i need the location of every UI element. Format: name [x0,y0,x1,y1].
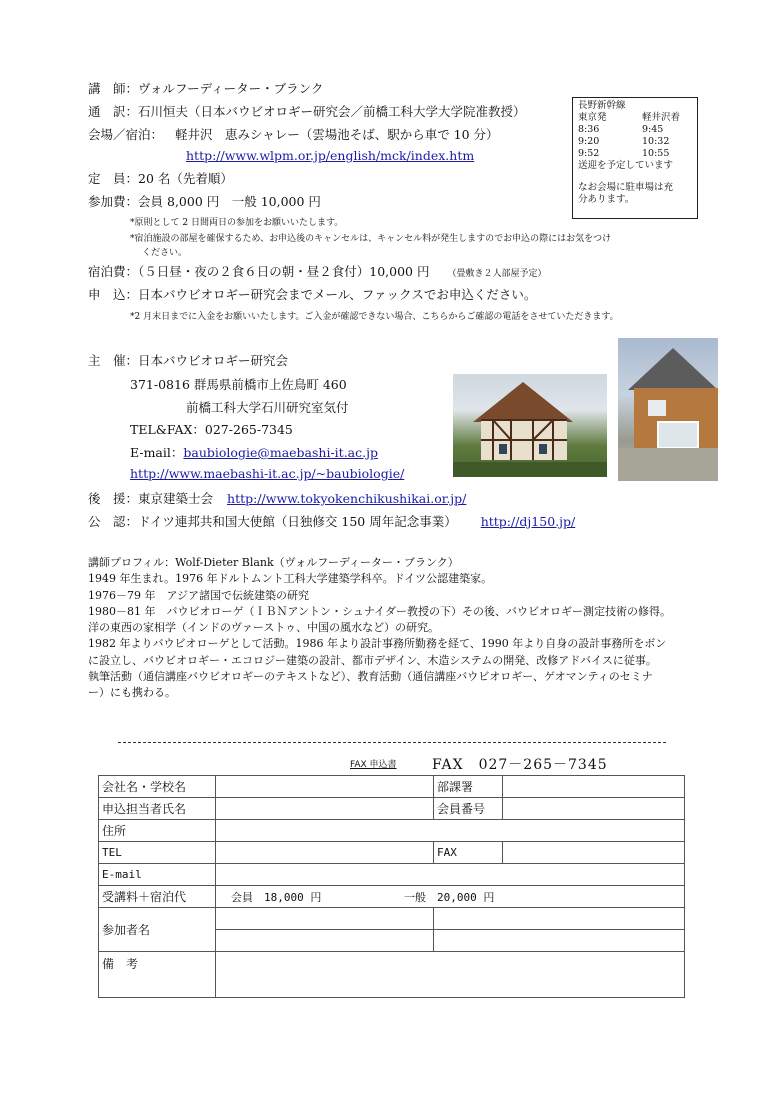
train-col-depart: 東京発 [578,112,607,123]
lecturer-profile [88,555,671,702]
apply-note: *2 月末日までに入金をお願いいたします。ご入金が確認できない場合、こちらからご確認の電話をさせていただきます。 [130,312,619,322]
profile-line: 1982 年よりバウビオローゲとして活動。1986 年より設計事務所勤務を経て、1990 年より自身の設計事務所をボン [88,637,667,651]
support-label: 後 援： [88,491,139,506]
profile-line: 執筆活動（通信講座バウビオロギーのテキストなど）、教育活動（通信講座バウビオロギー、ゲオマンティのセミナ [88,670,653,684]
company-label: 会社名・学校名 [99,776,216,798]
applicant-label: 申込担当者氏名 [99,798,216,820]
approval-url-link[interactable]: http://dj150.jp/ [480,514,576,529]
train-schedule-box [572,97,698,219]
participant-input[interactable] [434,930,685,952]
organizer-name: 日本バウビオロギー研究会 [138,353,289,368]
email-label: E-mail： [130,445,184,460]
fee-note-2: *宿泊施設の部屋を確保するため、お申込後のキャンセルは、キャンセル料が発生しますのでお申込の際にはお気をつけ [130,234,612,244]
support-name: 東京建築士会 [138,491,214,506]
train-depart-time: 8:36 [578,124,600,135]
house-illustration [618,338,718,481]
interpreter-line [88,102,526,120]
email-label: E-mail [99,864,216,886]
lecturer-label: 講 師： [88,81,139,96]
profile-line: 1976－79 年 アジア諸国で伝統建築の研究 [88,588,310,602]
profile-line: ー）にも携わる。 [88,686,176,700]
department-label: 部課署 [434,776,503,798]
fax-input[interactable] [503,842,685,864]
approval-line [88,512,575,530]
organizer-address: 371-0816 群馬県前橋市上佐鳥町 460 [130,377,347,392]
parking-note-1: なお会場に駐車場は充 [578,182,674,193]
member-no-input[interactable] [503,798,685,820]
organizer-line [88,351,288,369]
capacity-value: 20 名（先着順） [138,171,233,186]
fee-label: 受講料＋宿泊代 [99,886,216,908]
application-form-table [98,775,685,998]
member-fee-option[interactable]: 会員 18,000 円 [231,890,322,904]
apply-line [88,285,536,303]
profile-line: 講師プロフィル：Wolf-Dieter Blank（ヴォルフーディーター・ブランク） [88,556,459,569]
organizer-url-link[interactable]: http://www.maebashi-it.ac.jp/~baubiologie/ [130,466,405,481]
train-row [578,136,692,148]
lodging-line [88,262,546,280]
lecturer-name: ヴォルフーディーター・ブランク [138,81,324,96]
train-col-arrive: 軽井沢着 [642,112,681,123]
venue-label: 会場／宿泊： [88,127,164,142]
train-arrive-time: 9:45 [642,124,664,135]
train-title: 長野新幹線 [578,100,626,111]
capacity-line [88,169,233,187]
tel-input[interactable] [216,842,434,864]
support-line [88,489,466,507]
train-note: 送迎を予定しています [578,160,674,171]
fee-options [216,886,685,908]
apply-label: 申 込： [88,287,139,302]
venue-name: 軽井沢 恵みシャレー（雲場池そば、駅から車で 10 分） [174,127,499,142]
profile-line: 1980－81 年 バウビオローゲ（ＩＢＮアントン・シュナイダー教授の下）その後、バウビオロギー測定技術の修得。 [88,604,672,618]
profile-line: 1949 年生まれ。1976 年ドルトムント工科大学建築学科卒。ドイツ公認建築家。 [88,572,493,586]
organizer-label: 主 催： [88,353,139,368]
support-url-link[interactable]: http://www.tokyokenchikushikai.or.jp/ [227,491,467,506]
address-input[interactable] [216,820,685,842]
fee-label: 参加費： [88,194,139,209]
applicant-input[interactable] [216,798,434,820]
modern-house-photo [618,338,718,481]
organizer-email-link[interactable]: baubiologie@maebashi-it.ac.jp [183,445,378,460]
train-arrive-time: 10:32 [642,136,670,147]
fee-line [88,192,321,210]
company-input[interactable] [216,776,434,798]
lodging-note: （畳敷き２人部屋予定） [447,269,547,279]
address-label: 住所 [99,820,216,842]
fax-number: FAX 027－265－7345 [432,757,608,773]
train-depart-time: 9:20 [578,136,600,147]
general-fee-option[interactable]: 一般 20,000 円 [403,890,495,904]
cut-line [118,742,666,743]
member-no-label: 会員番号 [434,798,503,820]
venue-line [88,125,499,143]
parking-note-2: 分あります。 [578,194,635,205]
fee-note-2b: ください。 [142,248,188,258]
approval-name: ドイツ連邦共和国大使館（日独修交 150 周年記念事業） [138,514,457,529]
fax-form-title: FAX 申込書 [350,760,397,770]
train-depart-time: 9:52 [578,148,600,159]
department-input[interactable] [503,776,685,798]
venue-url-link[interactable]: http://www.wlpm.or.jp/english/mck/index.htm [186,148,475,163]
approval-label: 公 認： [88,514,139,529]
train-row [578,148,692,160]
remarks-input[interactable] [216,952,685,998]
fee-note-1: *原則として 2 日間両日の参加をお願いいたします。 [130,218,344,228]
fee-value: 会員 8,000 円 一般 10,000 円 [138,194,321,209]
lodging-value: （５日昼・夜の２食６日の朝・昼２食付）10,000 円 [138,264,430,279]
participant-input[interactable] [434,908,685,930]
tel-label: TEL [99,842,216,864]
house-illustration [453,374,607,477]
organizer-office: 前橋工科大学石川研究室気付 [186,400,349,415]
interpreter-name: 石川恒夫（日本バウビオロギー研究会／前橋工科大学大学院准教授） [138,104,526,119]
interpreter-label: 通 訳： [88,104,139,119]
lecturer-line [88,79,323,97]
profile-line: に設立し、バウビオロギー・エコロジー建築の設計、都市デザイン、木造システムの開発、改修アドバイスに従事。 [88,653,657,667]
profile-line: 洋の東西の家相学（インドのヴァーストゥ、中国の風水など）の研究。 [88,621,440,635]
train-arrive-time: 10:55 [642,148,670,159]
email-input[interactable] [216,864,685,886]
organizer-email-line [130,443,378,461]
apply-value: 日本バウビオロギー研究会までメール、ファックスでお申込ください。 [138,287,537,302]
organizer-tel: TEL&FAX：027-265-7345 [130,422,293,437]
fax-label: FAX [434,842,503,864]
lodging-label: 宿泊費： [88,264,139,279]
participants-label: 参加者名 [99,908,216,952]
participant-input[interactable] [216,930,434,952]
capacity-label: 定 員： [88,171,139,186]
half-timbered-house-photo [453,374,607,477]
remarks-label: 備 考 [99,952,216,998]
participant-input[interactable] [216,908,434,930]
train-row [578,124,692,136]
